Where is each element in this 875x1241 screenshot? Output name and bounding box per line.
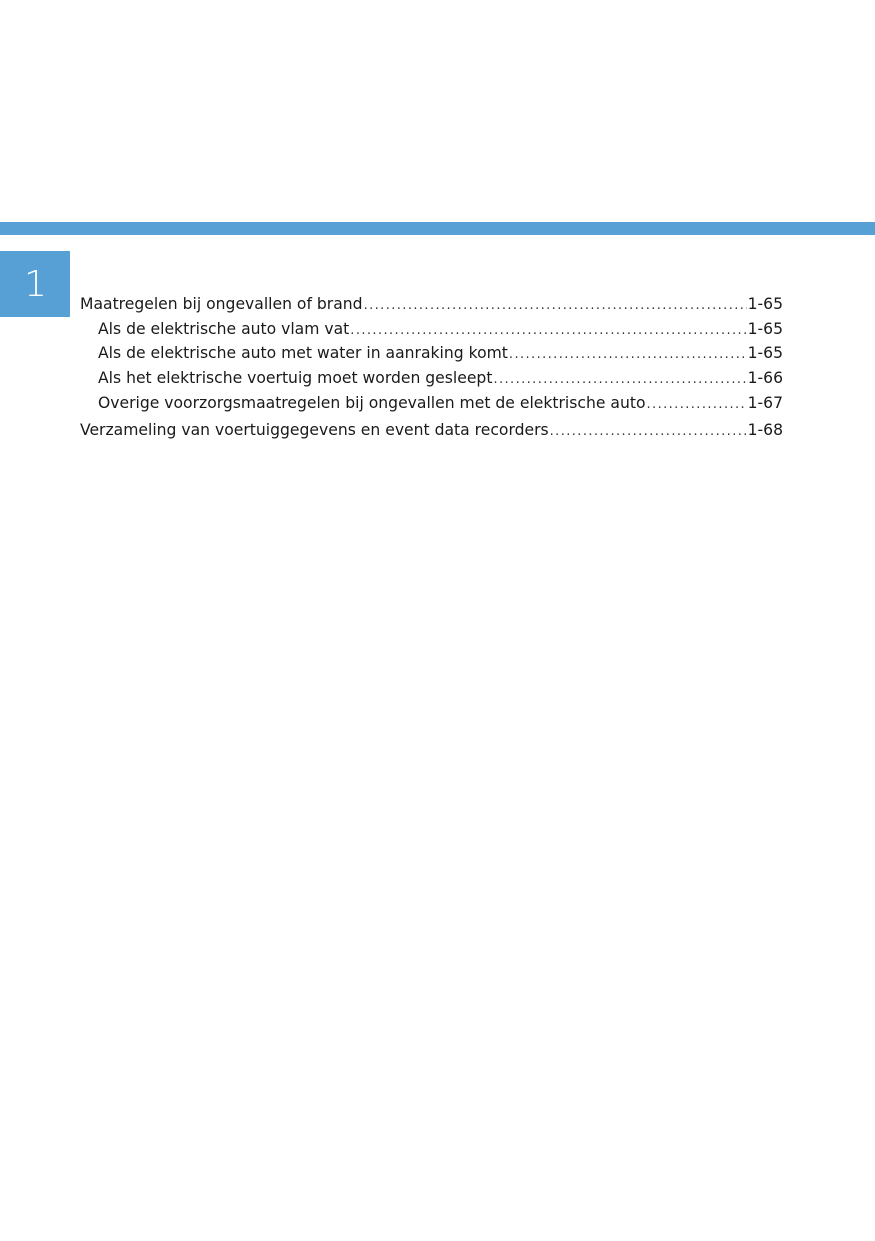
toc-entry[interactable] (80, 392, 783, 417)
dot-leader (350, 319, 746, 343)
dot-leader (509, 343, 747, 367)
toc-entry-page: 1-66 (747, 369, 783, 388)
toc-entry[interactable] (80, 419, 783, 444)
dot-leader (550, 420, 747, 444)
chapter-tab (0, 251, 70, 317)
toc-entry[interactable] (80, 318, 783, 343)
chapter-number: 1 (24, 263, 46, 305)
toc-entry-page: 1-67 (747, 393, 783, 412)
toc-entry-title: Als de elektrische auto met water in aanraking komt (98, 344, 508, 363)
toc-entry[interactable] (80, 367, 783, 392)
dot-leader (647, 393, 747, 417)
toc-entry-title: Maatregelen bij ongevallen of brand (80, 295, 363, 313)
toc-entry-title: Als het elektrische voertuig moet worden gesleept (98, 369, 493, 388)
dot-leader (364, 294, 747, 318)
toc-entry-page: 1-65 (747, 319, 783, 338)
dot-leader (493, 368, 746, 392)
toc-entry-page: 1-68 (747, 420, 783, 439)
toc-entry-page: 1-65 (747, 295, 783, 313)
toc-entry-page: 1-65 (747, 344, 783, 363)
toc-entry-title: Als de elektrische auto vlam vat (98, 319, 350, 338)
toc-entry-title: Overige voorzorgsmaatregelen bij ongevallen met de elektrische auto (98, 393, 646, 412)
toc-entry-title: Verzameling van voertuiggegevens en event data recorders (80, 420, 549, 439)
table-of-contents (80, 293, 783, 443)
toc-entry[interactable] (80, 293, 783, 318)
toc-entry[interactable] (80, 342, 783, 367)
chapter-header-bar (0, 222, 875, 235)
